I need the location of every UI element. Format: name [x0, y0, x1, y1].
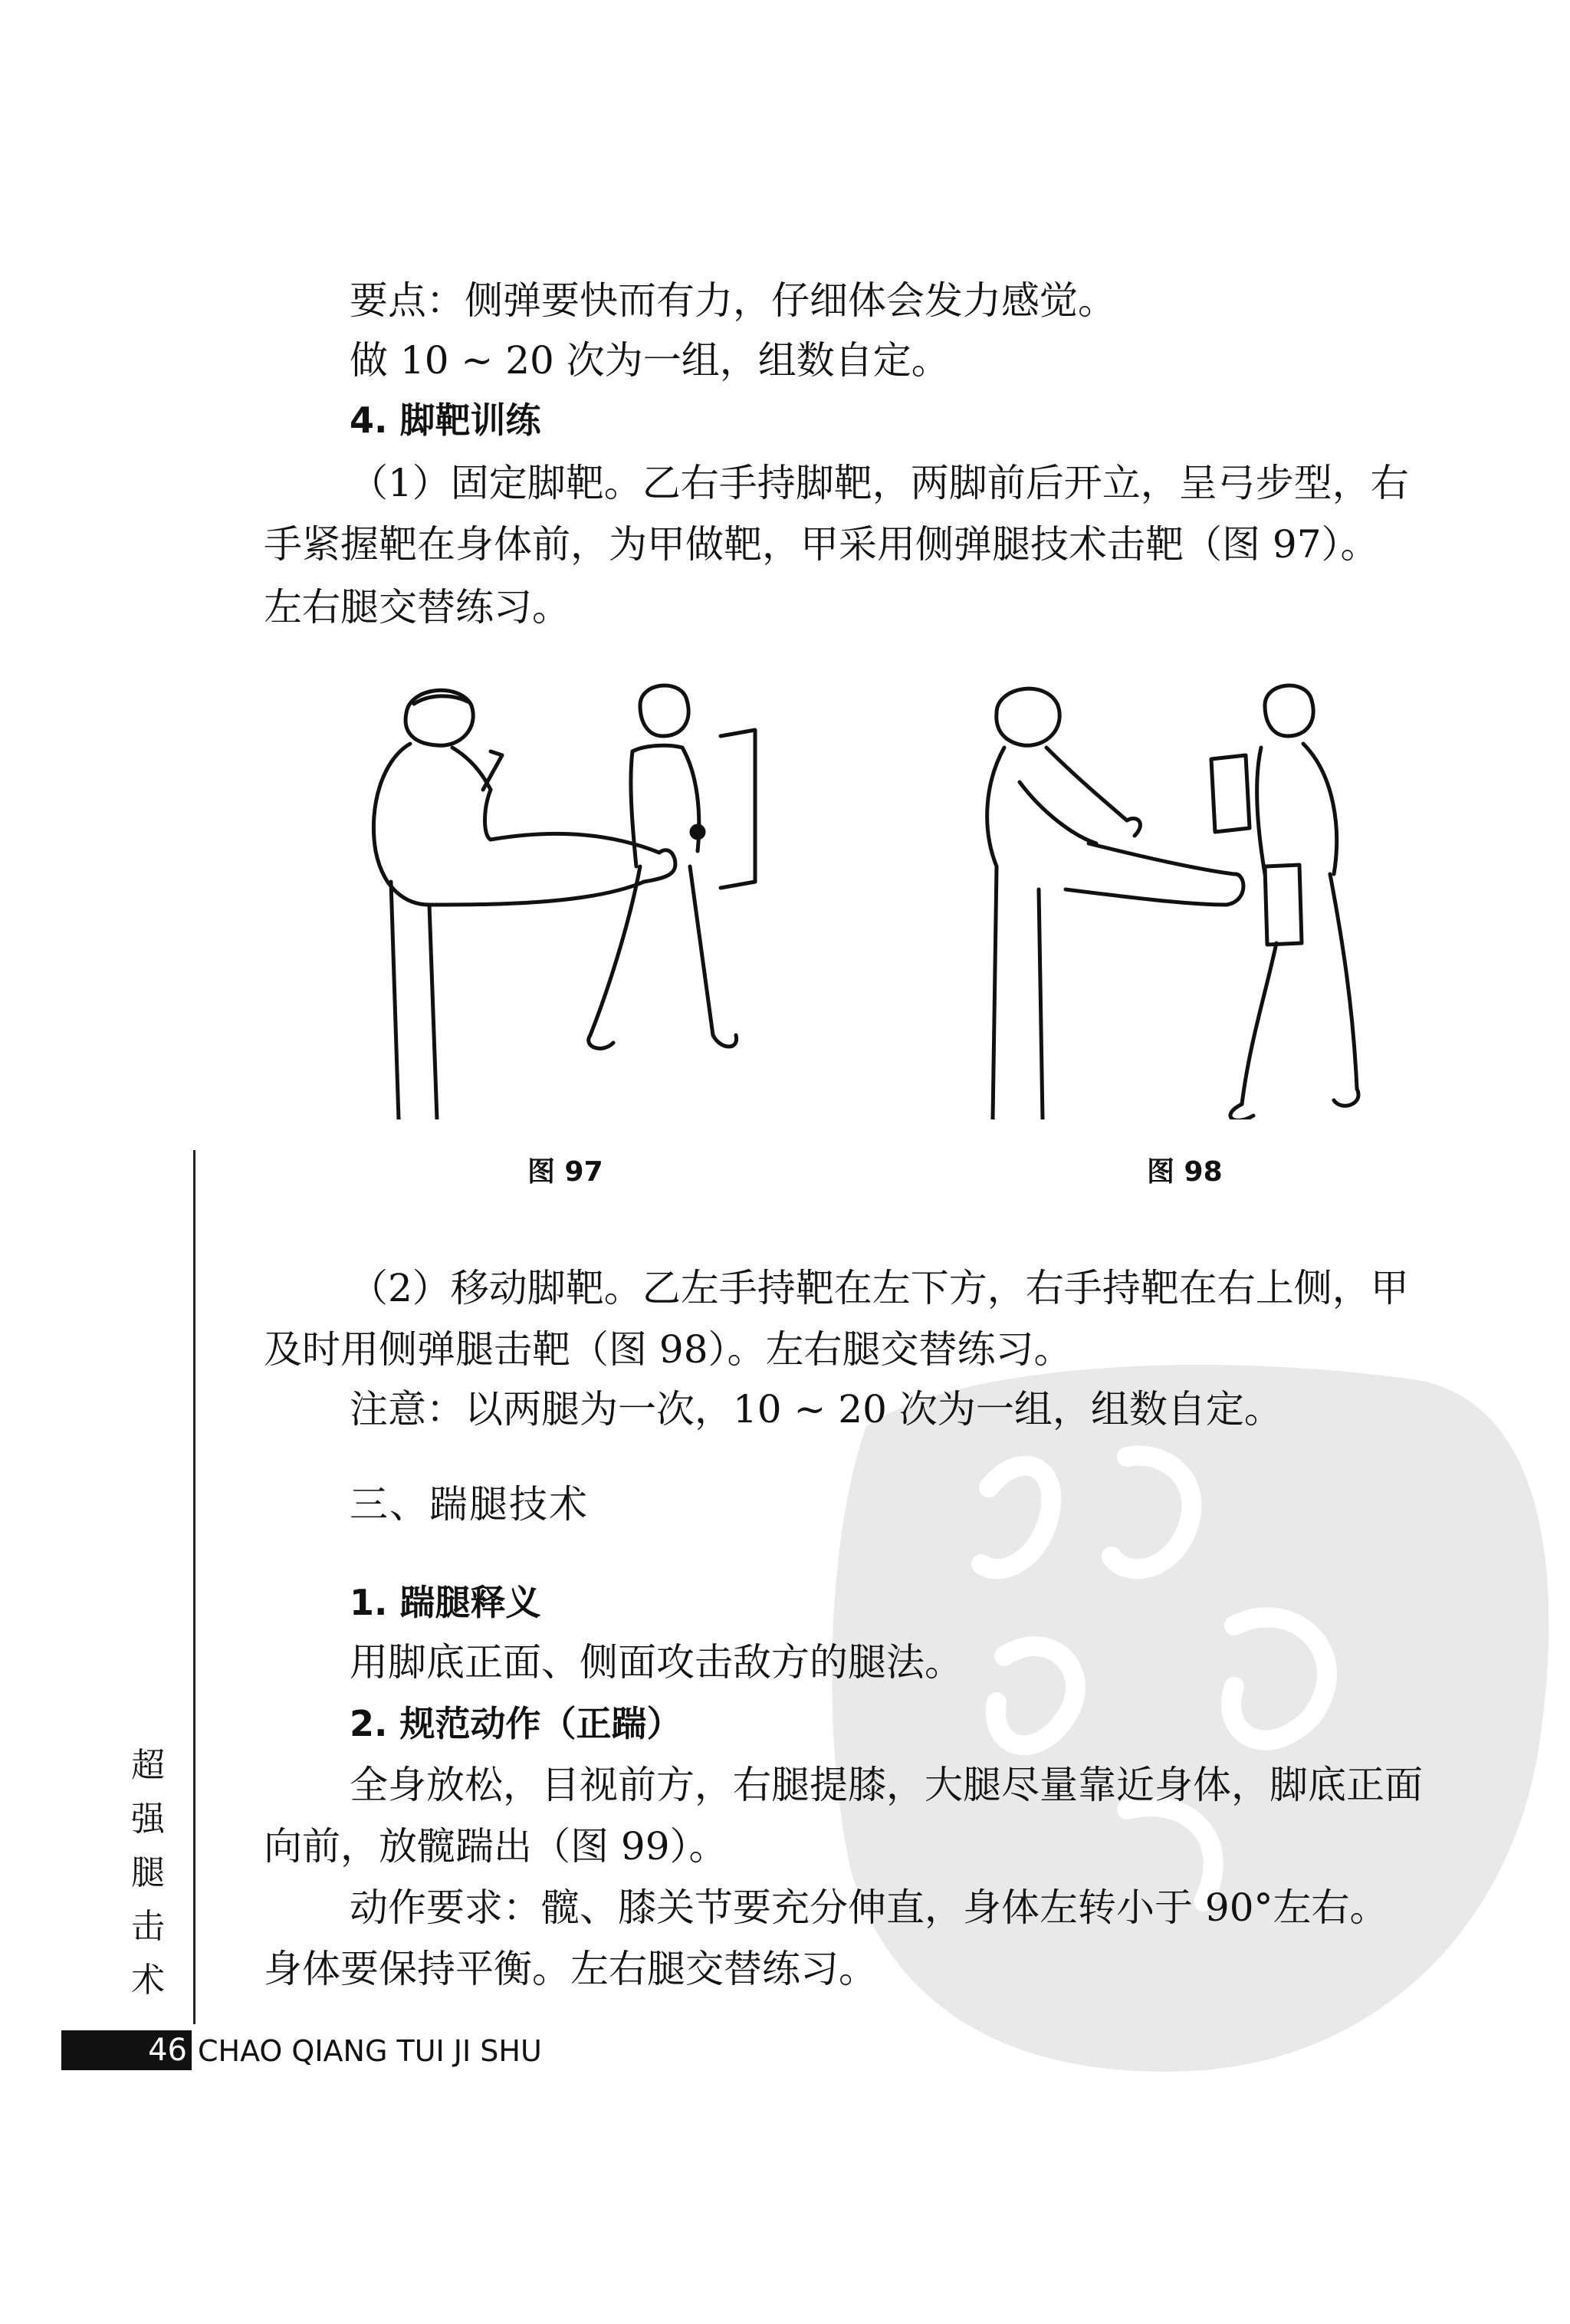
paragraph-standard-action-2: 向前，放髋踹出（图 99）。	[264, 1824, 728, 1869]
figure-97-caption: 图 97	[527, 1156, 603, 1188]
page-number: 46	[61, 2030, 192, 2070]
paragraph-reps: 做 10 ~ 20 次为一组，组数自定。	[350, 338, 950, 383]
side-title-char: 超	[131, 1746, 165, 1785]
paragraph-standard-action-1: 全身放松，目视前方，右腿提膝，大腿尽量靠近身体，脚底正面	[350, 1763, 1423, 1807]
side-title-char: 强	[131, 1800, 165, 1839]
paragraph-requirements-1: 动作要求：髋、膝关节要充分伸直，身体左转小于 90°左右。	[350, 1885, 1388, 1930]
paragraph-note: 注意：以两腿为一次，10 ~ 20 次为一组，组数自定。	[350, 1387, 1283, 1432]
heading-target-training: 4. 脚靶训练	[350, 399, 541, 441]
seal-watermark	[805, 1334, 1564, 2086]
side-title-char: 术	[131, 1961, 165, 2000]
paragraph-moving-target-1: （2）移动脚靶。乙左手持靶在左下方，右手持靶在右上侧，甲	[350, 1266, 1409, 1310]
figure-98-illustration	[974, 675, 1372, 1119]
side-book-title	[129, 1739, 167, 2007]
figure-97-illustration	[337, 675, 767, 1119]
paragraph-fixed-target-3: 左右腿交替练习。	[264, 585, 570, 629]
paragraph-definition: 用脚底正面、侧面攻击敌方的腿法。	[350, 1640, 963, 1685]
side-title-char: 腿	[131, 1853, 165, 1892]
margin-rule	[193, 1150, 195, 2024]
paragraph-moving-target-2: 及时用侧弹腿击靶（图 98）。左右腿交替练习。	[264, 1327, 1072, 1372]
paragraph-key-points: 要点：侧弹要快而有力，仔细体会发力感觉。	[350, 278, 1116, 323]
figure-98-caption: 图 98	[1147, 1156, 1223, 1188]
side-title-char: 击	[131, 1907, 165, 1946]
heading-push-kick-definition: 1. 踹腿释义	[350, 1582, 541, 1623]
running-head: CHAO QIANG TUI JI SHU	[198, 2034, 542, 2068]
paragraph-requirements-2: 身体要保持平衡。左右腿交替练习。	[264, 1947, 877, 1991]
section-heading-push-kick: 三、踹腿技术	[350, 1482, 589, 1527]
paragraph-fixed-target-2: 手紧握靶在身体前，为甲做靶，甲采用侧弹腿技术击靶（图 97）。	[264, 522, 1379, 567]
paragraph-fixed-target-1: （1）固定脚靶。乙右手持脚靶，两脚前后开立，呈弓步型，右	[350, 461, 1409, 505]
heading-standard-action: 2. 规范动作（正踹）	[350, 1703, 682, 1744]
